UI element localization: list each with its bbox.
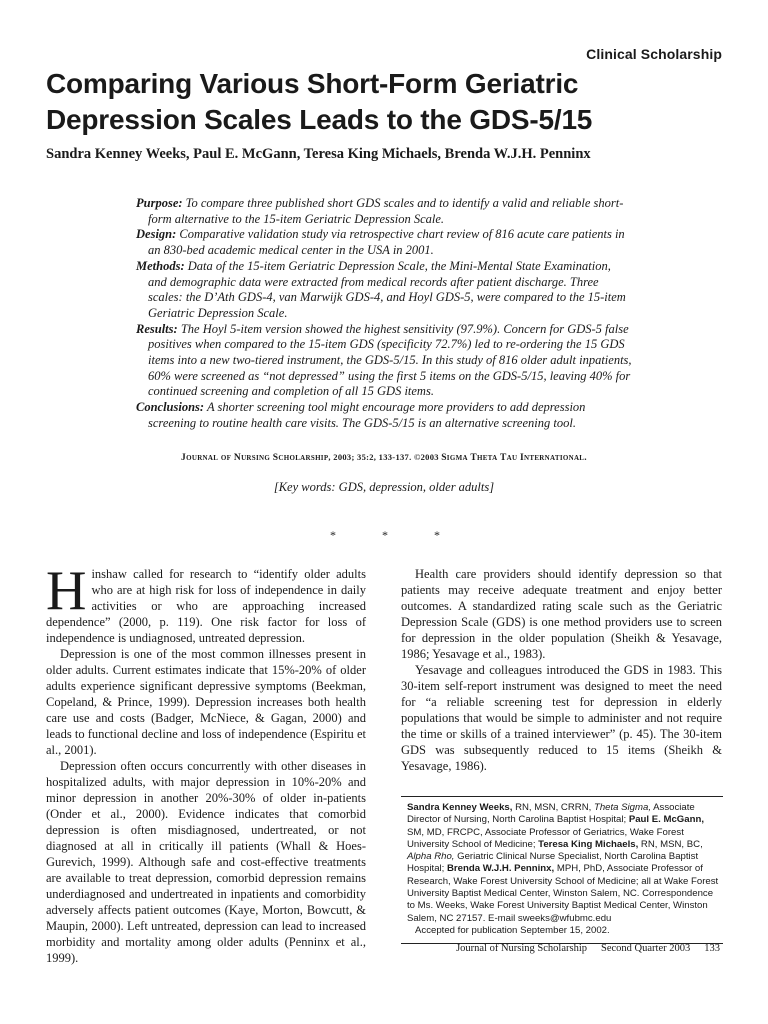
body-paragraph: Health care providers should identify depression so that patients may receive adequate treatment and enjoy better outcomes. A standardized rating scale such as the Geriatric Depression Scale (GDS) is one method providers use to screen for depression in the older population (Sheikh & Yesavage, 1986; Yesavage et al., 1983). <box>401 567 722 661</box>
abstract-label: Methods: <box>136 258 185 273</box>
author-affiliations <box>401 796 723 944</box>
affiliation-text: RN, MSN, CRRN, <box>512 802 594 813</box>
title-line-2: Depression Scales Leads to the GDS-5/15 <box>46 104 593 135</box>
author-list: Sandra Kenney Weeks, Paul E. McGann, Teresa King Michaels, Brenda W.J.H. Penninx <box>46 146 591 162</box>
body-paragraph: Depression is one of the most common illnesses present in older adults. Current estimates indicate that 15%-20% of older adults experience significant depressive symptoms (Beekman, Copeland, & Prince, 1999). Depression increases both health care use and costs (Badger, McNiece, & Gagan, 2000) and leads to functional decline and loss of independence (Espiritu et al., 2001). <box>46 647 366 757</box>
page-number: 133 <box>704 943 720 954</box>
abstract-design <box>136 227 632 258</box>
separator-star: * <box>330 528 336 542</box>
abstract-label: Design: <box>136 227 177 242</box>
honor-society: Alpha Rho, <box>407 851 455 863</box>
abstract-label: Results: <box>136 321 178 336</box>
section-label: Clinical Scholarship <box>586 46 722 62</box>
abstract-text: The Hoyl 5-item version showed the highest sensitivity (97.9%). Concern for GDS-5 false positives when compared to the 15-item GDS (specificity 72.7%) led to re-ordering the 15 GDS items into a new two-tiered instrument, the GDS-5/15. In this study of 816 older adult inpatients, 60% were screened as “not depressed” using the first 5 items on the GDS-5/15, leaving 40% for continued screening and completion of all 15 GDS items. <box>148 321 632 399</box>
citation-society: Sigma Theta Tau International. <box>441 453 587 463</box>
body-paragraph <box>46 560 366 646</box>
affiliation-text: Associate Director of Nursing, North Carolina Baptist Hospital; <box>407 802 695 826</box>
citation-journal: Journal of Nursing Scholarship <box>181 453 329 463</box>
accepted-date: Accepted for publication September 15, 2002. <box>415 924 610 936</box>
abstract-text: Data of the 15-item Geriatric Depression Scale, the Mini-Mental State Examination, and demographic data were extracted from medical records after patient discharge. Three scales: the D’Ath GDS-4, van Marwijk GDS-4, and Hoyl GDS-5, were compared to the 15-item Geriatric Depression Scale. <box>148 258 626 320</box>
title-line-1: Comparing Various Short-Form Geriatric <box>46 68 579 99</box>
author-name: Brenda W.J.H. Penninx, <box>447 863 555 875</box>
abstract-purpose <box>136 196 632 227</box>
author-name: Paul E. McGann, <box>628 814 704 826</box>
body-paragraph: Yesavage and colleagues introduced the GDS in 1983. This 30-item self-report instrument was designed to meet the need for “a reliable screening test for depression in elderly populations that would be simple to administer and not require the time or skills of a trained interviewer” (p. 45). The 30-item GDS was subsequently reduced to 15 items (Sheikh & Yesavage, 1986). <box>401 663 722 773</box>
abstract-label: Conclusions: <box>136 400 205 415</box>
keywords: [Key words: GDS, depression, older adults] <box>273 480 495 494</box>
page-footer <box>442 943 720 954</box>
affiliation-text: Geriatric Clinical Nurse Specialist, North Carolina Baptist Hospital; <box>407 851 699 875</box>
author-name: Teresa King Michaels, <box>538 838 639 850</box>
body-column-right <box>401 566 722 774</box>
abstract-text: To compare three published short GDS scales and to identify a valid and reliable short-form alternative to the 15-item Geriatric Depression Scale. <box>148 196 624 226</box>
drop-cap: H <box>46 560 87 622</box>
abstract-text: Comparative validation study via retrospective chart review of 816 acute care patients in an 830-bed academic medical center in the USA in 2001. <box>148 227 625 258</box>
affiliation-text: SM, MD, FRCPC, Associate Professor of Geriatrics, Wake Forest University School of Medicine; <box>407 826 684 850</box>
body-paragraph: Depression often occurs concurrently with other diseases in hospitalized adults, with major depression in 10%-20% and minor depression in another 20%-30% of older in-patients (Onder et al., 2000). Evidence indicates that comorbid depression is often misdiagnosed, undertreated, or not diagnosed at all in critically ill patients (Whall & Hoes-Gurevich, 1999). Although safe and cost-effective treatments are available to treat depression, comorbid depression remains underdiagnosed and undertreated in inpatients and comorbidity adversely affects patient outcomes (Kaye, Morton, Bowcutt, & Maupin, 2000). Left untreated, depression can lead to increased morbidity and mortality among older adults (Penninx et al., 1999). <box>46 759 366 965</box>
author-name: Sandra Kenney Weeks, <box>407 802 513 813</box>
affiliation-text: RN, MSN, BC, <box>638 838 703 850</box>
body-column-left <box>46 560 366 966</box>
abstract-conclusions <box>136 400 632 431</box>
separator-star: * <box>434 528 440 542</box>
footer-journal: Journal of Nursing Scholarship <box>456 943 588 954</box>
section-separator <box>330 528 440 543</box>
abstract <box>136 196 632 432</box>
article-title <box>46 66 736 138</box>
journal-citation <box>0 452 768 463</box>
footer-issue: Second Quarter 2003 <box>601 943 691 954</box>
abstract-results <box>136 322 632 401</box>
paragraph-text: inshaw called for research to “identify older adults who are at high risk for loss of independence in daily activities or who are approaching increased dependence” (2000, p. 119). One risk factor for loss of independence is undiagnosed, untreated depression. <box>46 567 366 645</box>
affiliation-text: MPH, PhD, Associate Professor of Research, Wake Forest University School of Medicine; all at Wake Forest University Baptist Medical Center, Winston Salem, NC. Correspondence to Ms. Weeks, Wake Forest University Baptist Medical Center, Winston Salem, NC 27157. E-mail sweeks@wfubmc.edu <box>407 863 719 924</box>
abstract-label: Purpose: <box>136 196 183 210</box>
abstract-text: A shorter screening tool might encourage more providers to add depression screening to routine health care visits. The GDS-5/15 is an alternative screening tool. <box>148 400 586 430</box>
separator-star: * <box>382 528 388 542</box>
abstract-methods <box>136 259 632 322</box>
citation-details: , 2003; 35:2, 133-137. ©2003 <box>328 452 442 462</box>
honor-society: Theta Sigma, <box>593 802 652 813</box>
